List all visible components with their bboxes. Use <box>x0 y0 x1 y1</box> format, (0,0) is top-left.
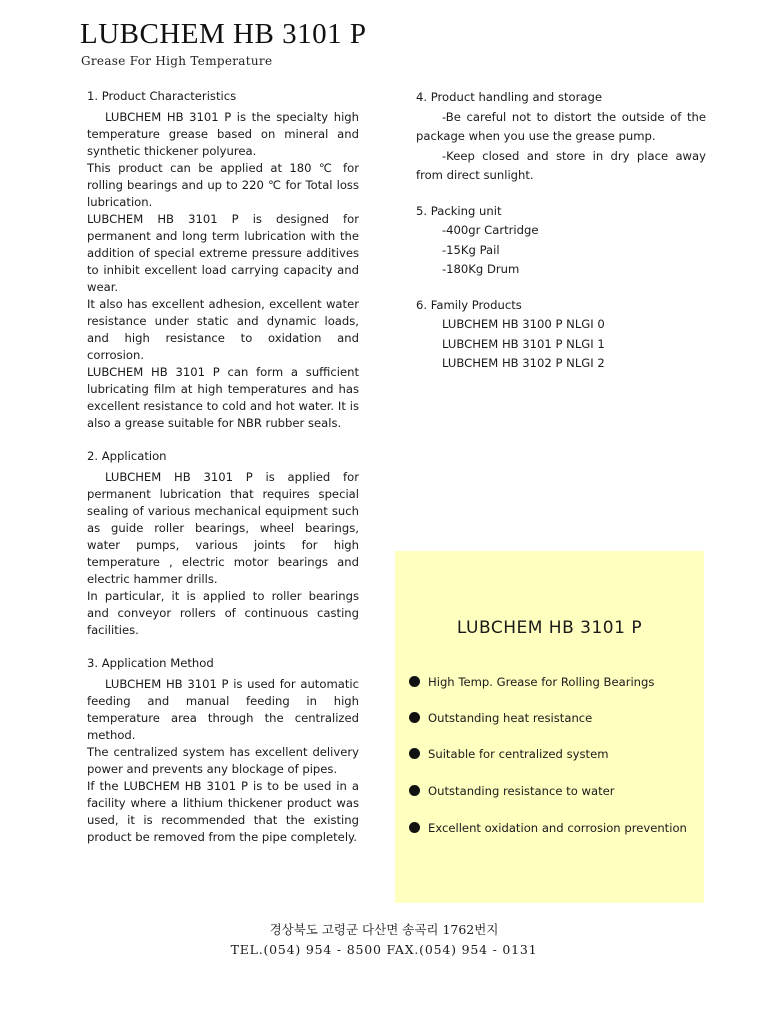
bullet-icon <box>409 712 420 723</box>
packing-item: -180Kg Drum <box>442 262 520 276</box>
feature-bullet <box>409 784 615 798</box>
feature-bullet <box>409 675 654 689</box>
bullet-icon <box>409 785 420 796</box>
paragraph: If the LUBCHEM HB 3101 P is to be used in a facility where a lithium thickener product was used, it is recommended that the existing product be removed from the pipe completely. <box>87 779 359 844</box>
handling-line: -Keep closed and store in dry place away from direct sunlight. <box>416 148 706 182</box>
packing-item: -15Kg Pail <box>442 242 500 257</box>
packing-item: -400gr Cartridge <box>442 223 539 237</box>
section-heading: 6. Family Products <box>416 297 522 312</box>
section-packing-unit <box>416 202 706 280</box>
handling-line: -Be careful not to distort the outside of the package when you use the grease pump. <box>416 109 706 143</box>
section-application-method <box>87 655 359 846</box>
paragraph: LUBCHEM HB 3101 P is used for automatic feeding and manual feeding in high temperature area through the centralized method. <box>87 677 359 742</box>
section-heading: 1. Product Characteristics <box>87 89 237 103</box>
section-heading: 5. Packing unit <box>416 203 502 218</box>
feature-text: Outstanding resistance to water <box>428 784 615 798</box>
section-handling-storage <box>416 88 706 186</box>
section-product-characteristics <box>87 88 359 432</box>
family-product-item: LUBCHEM HB 3100 P NLGI 0 <box>442 317 605 331</box>
highlight-box <box>395 551 704 903</box>
section-application <box>87 448 359 639</box>
section-heading: 2. Application <box>87 449 167 463</box>
paragraph: In particular, it is applied to roller bearings and conveyor rollers of continuous casting facilities. <box>87 589 359 637</box>
footer-contact: TEL.(054) 954 - 8500 FAX.(054) 954 - 0131 <box>230 942 538 957</box>
feature-text: Excellent oxidation and corrosion prevention <box>428 821 687 835</box>
feature-bullet <box>409 821 687 835</box>
bullet-icon <box>409 822 420 833</box>
family-product-item: LUBCHEM HB 3101 P NLGI 1 <box>442 336 605 351</box>
feature-bullet <box>409 711 592 725</box>
bullet-icon <box>409 748 420 759</box>
section-heading: 3. Application Method <box>87 656 214 670</box>
paragraph: LUBCHEM HB 3101 P is applied for permanent lubrication that requires special sealing of various mechanical equipment such as guide roller bearings, wheel bearings, water pumps, various joints for high temperature , electric motor bearings and electric hammer drills. <box>87 470 359 586</box>
paragraph: This product can be applied at 180 ℃ for rolling bearings and up to 220 ℃ for Total loss lubrication. <box>87 161 359 209</box>
section-heading: 4. Product handling and storage <box>416 90 602 104</box>
feature-text: Suitable for centralized system <box>428 747 609 761</box>
feature-bullet <box>409 747 609 761</box>
document-subtitle: Grease For High Temperature <box>81 54 273 68</box>
feature-text: Outstanding heat resistance <box>428 711 593 725</box>
bullet-icon <box>409 676 420 687</box>
paragraph: LUBCHEM HB 3101 P can form a sufficient lubricating film at high temperatures and has excellent resistance to cold and hot water. It is also a grease suitable for NBR rubber seals. <box>87 365 359 430</box>
left-column <box>87 88 359 862</box>
section-family-products <box>416 296 706 374</box>
document-title: LUBCHEM HB 3101 P <box>80 18 367 50</box>
paragraph: It also has excellent adhesion, excellent water resistance under static and dynamic loads, and high resistance to oxidation and corrosion. <box>87 297 359 362</box>
paragraph: LUBCHEM HB 3101 P is the specialty high temperature grease based on mineral and synthetic thickener polyurea. <box>87 110 359 158</box>
right-column <box>416 88 706 390</box>
footer-address: 경상북도 고령군 다산면 송곡리 1762번지 <box>269 922 499 937</box>
paragraph: The centralized system has excellent delivery power and prevents any blockage of pipes. <box>87 745 359 776</box>
paragraph: LUBCHEM HB 3101 P is designed for permanent and long term lubrication with the addition of special extreme pressure additives to inhibit excellent load carrying capacity and wear. <box>87 212 359 294</box>
feature-text: High Temp. Grease for Rolling Bearings <box>428 675 655 689</box>
highlight-box-title: LUBCHEM HB 3101 P <box>456 618 643 638</box>
family-product-item: LUBCHEM HB 3102 P NLGI 2 <box>442 356 605 370</box>
